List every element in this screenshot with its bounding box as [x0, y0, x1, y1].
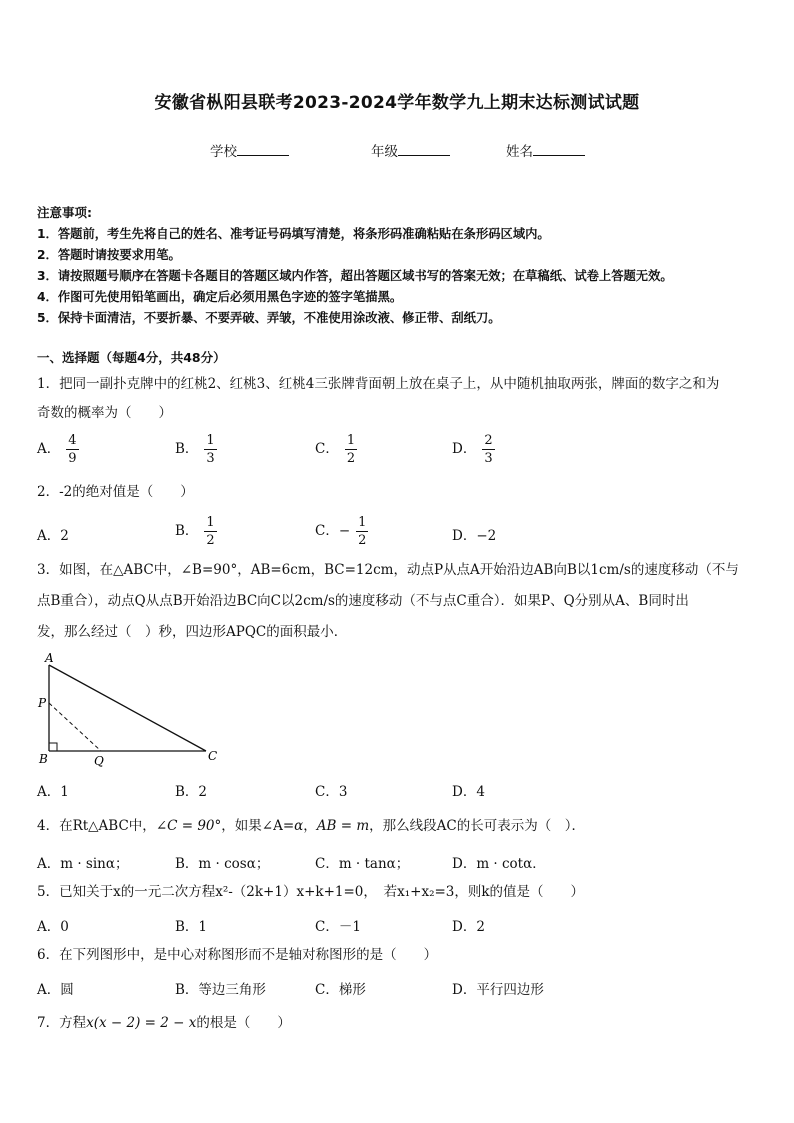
fraction: $\frac{1}{3}$: [206, 433, 215, 466]
note-item: 4．作图可先使用铅笔画出，确定后必须用黑色字迹的签字笔描黑。: [37, 290, 403, 304]
fraction: $\frac{1}{2}$: [358, 515, 367, 548]
q2-option-c[interactable]: [315, 515, 368, 548]
page-title: 安徽省枞阳县联考2023-2024学年数学九上期末达标测试试题: [154, 93, 640, 113]
triangle-figure: [30, 648, 230, 772]
fraction: $\frac{2}{3}$: [484, 433, 493, 466]
name-blank[interactable]: [533, 143, 585, 156]
q3-option-c[interactable]: C．3: [315, 784, 348, 800]
q4-option-c[interactable]: C．m · tanα；: [315, 856, 410, 872]
question-4-stem: 4．在Rt△ABC中，∠C = 90°，如果∠A=α，AB = m，那么线段AC的长可表示为（ ）．: [37, 818, 585, 834]
fraction: $\frac{4}{9}$: [68, 433, 77, 466]
name-field[interactable]: [506, 140, 585, 160]
q2-option-a[interactable]: A．2: [37, 528, 69, 544]
question-3-line-3: 发，那么经过（ ）秒，四边形APQC的面积最小．: [37, 624, 348, 640]
school-blank[interactable]: [237, 143, 289, 156]
q5-option-b[interactable]: B．1: [175, 919, 208, 935]
option-label: D．: [452, 441, 477, 457]
label-c: C: [208, 749, 218, 763]
q5-option-d[interactable]: D．2: [452, 919, 485, 935]
fraction: $\frac{1}{2}$: [346, 433, 356, 466]
q3-option-a[interactable]: A．1: [37, 784, 69, 800]
note-item: 1．答题前，考生先将自己的姓名、准考证号码填写清楚，将条形码准确粘贴在条形码区域内。: [37, 227, 550, 241]
q6-option-c[interactable]: C．梯形: [315, 982, 366, 998]
right-angle-mark: [49, 743, 57, 751]
note-item: 3．请按照题号顺序在答题卡各题目的答题区域内作答，超出答题区域书写的答案无效；在草稿纸、试卷上答题无效。: [37, 269, 673, 283]
question-3-line-2: 点B重合），动点Q从点B开始沿边BC向C以2cm/s的速度移动（不与点C重合）．如果P、Q分别从A、B同时出: [37, 593, 689, 609]
q1-option-a[interactable]: [37, 433, 79, 466]
q4-option-b[interactable]: B．m · cosα；: [175, 856, 270, 872]
alpha-symbol: α: [294, 818, 304, 834]
option-label: A．: [37, 441, 61, 457]
q2-option-b[interactable]: [175, 515, 217, 548]
q1-option-d[interactable]: [452, 433, 495, 466]
q5-option-a[interactable]: A．0: [37, 919, 69, 935]
equation: x(x − 2) = 2 − x: [86, 1015, 197, 1031]
question-3-line-1: 3．如图，在△ABC中，∠B=90°，AB=6cm，BC=12cm，动点P从点A开始沿边AB向B以1cm/s的速度移动（不与: [37, 562, 739, 578]
q3-option-d[interactable]: D．4: [452, 784, 485, 800]
label-q: Q: [94, 754, 104, 768]
name-label: 姓名: [506, 144, 533, 160]
option-label: B．: [175, 523, 199, 539]
q6-option-a[interactable]: A．圆: [37, 982, 74, 998]
side-ac: [49, 665, 206, 751]
ab-expr: AB = m: [316, 818, 370, 834]
question-1-line-1: 1．把同一副扑克牌中的红桃2、红桃3、红桃4三张牌背面朝上放在桌子上，从中随机抽取两张，牌面的数字之和为: [37, 376, 720, 392]
grade-label: 年级: [371, 144, 398, 160]
option-label: C．: [315, 441, 339, 457]
angle-c-expr: ∠C = 90°: [155, 818, 222, 834]
label-p: P: [38, 696, 47, 710]
notes-title: 注意事项:: [37, 205, 92, 220]
q5-option-c[interactable]: C．－1: [315, 919, 361, 935]
q3-option-b[interactable]: B．2: [175, 784, 208, 800]
grade-blank[interactable]: [398, 143, 450, 156]
q1-option-b[interactable]: [175, 433, 217, 466]
q2-option-d[interactable]: D．−2: [452, 528, 497, 544]
q1-option-c[interactable]: [315, 433, 357, 466]
fraction: $\frac{1}{2}$: [206, 515, 215, 548]
section-heading: 一、选择题（每题4分，共48分）: [37, 350, 226, 365]
note-item: 5．保持卡面清洁，不要折暴、不要弄破、弄皱，不准使用涂改液、修正带、刮纸刀。: [37, 311, 501, 325]
school-label: 学校: [210, 144, 237, 160]
school-field[interactable]: [210, 140, 289, 160]
option-label: B．: [175, 441, 199, 457]
q4-option-a[interactable]: A．m · sinα；: [37, 856, 129, 872]
question-7-stem: 7．方程x(x − 2) = 2 − x的根是（ ）: [37, 1015, 291, 1031]
question-1-line-2: 奇数的概率为（ ）: [37, 405, 172, 421]
note-item: 2．答题时请按要求用笔。: [37, 248, 181, 262]
q4-option-d[interactable]: D．m · cotα．: [452, 856, 546, 872]
question-2-stem: 2．-2的绝对值是（ ）: [37, 484, 194, 500]
option-label: C．−: [315, 523, 351, 539]
label-a: A: [45, 651, 54, 665]
q6-option-b[interactable]: B．等边三角形: [175, 982, 266, 998]
label-b: B: [39, 752, 48, 766]
question-6-stem: 6．在下列图形中，是中心对称图形而不是轴对称图形的是（ ）: [37, 947, 438, 963]
q6-option-d[interactable]: D．平行四边形: [452, 982, 544, 998]
question-5-stem: 5．已知关于x的一元二次方程x²-（2k+1）x+k+1=0， 若x₁+x₂=3，则k的值是（ ）: [37, 884, 585, 900]
grade-field[interactable]: [371, 140, 450, 160]
